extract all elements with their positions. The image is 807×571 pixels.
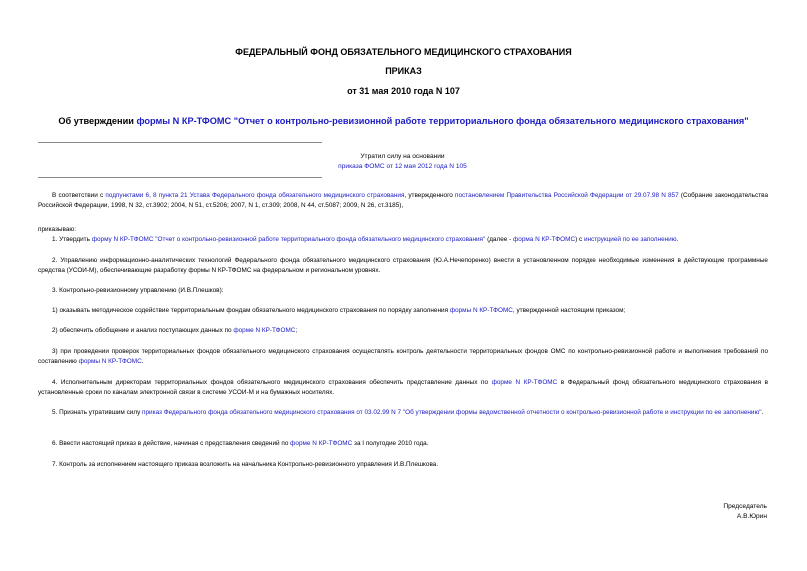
intro-text-2: , утвержденного xyxy=(404,192,456,199)
charter-link[interactable]: подпунктами 6, 8 пункта 21 Устава Федерального фонда обязательного медицинского страхования xyxy=(105,192,405,199)
signature-block xyxy=(723,502,767,522)
item-4-text-2: в Федеральный фонд обязательного медицинского страхования в установленные сроки по каналам электронной связи в системе УСОИ-М и на бумажных носителях. xyxy=(38,379,768,396)
item-6 xyxy=(38,439,768,449)
item-3-2-text-1: 2) обеспечить обобщение и анализ поступающих данных по xyxy=(52,327,234,334)
intro-paragraph xyxy=(38,191,768,210)
item-3-2-text-2: ; xyxy=(295,327,298,334)
item-1-short-form-link[interactable]: форма N КР-ТФОМС xyxy=(513,236,576,243)
repeal-order-link[interactable]: приказа ФОМС от 12 мая 2012 года N 105 xyxy=(338,163,467,170)
organization-header: ФЕДЕРАЛЬНЫЙ ФОНД ОБЯЗАТЕЛЬНОГО МЕДИЦИНСКОГО СТРАХОВАНИЯ xyxy=(235,47,572,57)
item-2: 2. Управлению информационно-аналитических технологий Федерального фонда обязательного медицинского страхования (Ю.А.Нечепоренко) внести в установленном порядке необходимые изменения в действующие программные средства (УСОИ-М), обеспечивающие разработку формы N КР-ТФОМС на федеральном и региональном уровнях. xyxy=(38,257,768,274)
item-5-text-2: . xyxy=(761,409,764,416)
intro-text-1: В соответствии с xyxy=(52,192,106,199)
item-3-2 xyxy=(38,326,768,336)
item-3-1-text-1: 1) оказывать методическое содействие территориальным фондам обязательного медицинского страхования по порядку заполнения xyxy=(52,307,450,314)
item-5 xyxy=(38,408,768,418)
item-1-form-link[interactable]: форму N КР-ТФОМС "Отчет о контрольно-ревизионной работе территориального фонда обязательного медицинского страхования" xyxy=(91,236,486,243)
item-1-text-4: . xyxy=(676,236,679,243)
document-date-number: от 31 мая 2010 года N 107 xyxy=(347,86,460,96)
item-3-3-text-1: 3) при проведении проверок территориальных фондов обязательного медицинского страхования осуществлять контроль деятельности территориальных фондов ОМС по контрольно-ревизионной работе и выполнения требований по составлению xyxy=(38,348,768,365)
item-3-3 xyxy=(38,347,768,366)
item-1 xyxy=(38,235,768,245)
document-title xyxy=(0,116,807,126)
item-1-text-1: 1. Утвердить xyxy=(52,236,92,243)
repeal-note xyxy=(300,152,505,172)
document-type: ПРИКАЗ xyxy=(385,66,422,76)
item-6-form-link[interactable]: форме N КР-ТФОМС xyxy=(290,440,353,447)
item-6-text-2: за I полугодие 2010 года. xyxy=(352,440,429,447)
item-1-instruction-link[interactable]: инструкцией по ее заполнению xyxy=(583,236,677,243)
item-1-text-2: (далее - xyxy=(485,236,514,243)
repeal-note-text: Утратил силу на основании xyxy=(360,153,445,160)
item-4-form-link[interactable]: форме N КР-ТФОМС xyxy=(491,379,558,386)
item-5-text-1: 5. Признать утратившим силу xyxy=(52,409,143,416)
item-4-text-1: 4. Исполнительным директорам территориальных фондов обязательного медицинского страхования обеспечить представление данных по xyxy=(52,379,492,386)
divider-bottom xyxy=(38,177,322,178)
item-4 xyxy=(38,378,768,397)
government-decree-link[interactable]: постановлением Правительства Российской Федерации от 29.07.98 N 857 xyxy=(455,192,679,199)
item-1-text-3: ) с xyxy=(575,236,584,243)
divider-top xyxy=(38,142,322,143)
item-6-text-1: 6. Ввести настоящий приказ в действие, начиная с представления сведений по xyxy=(52,440,291,447)
item-3: 3. Контрольно-ревизионному управлению (И.В.Плешков): xyxy=(52,287,224,294)
title-form-link[interactable]: формы N КР-ТФОМС "Отчет о контрольно-ревизионной работе территориального фонда обязательного медицинского страхования" xyxy=(136,116,749,126)
item-3-3-text-2: . xyxy=(141,357,144,365)
item-3-1-form-link[interactable]: формы N КР-ТФОМС xyxy=(449,307,513,314)
item-3-1-text-2: , утвержденной настоящим приказом; xyxy=(512,307,626,314)
item-3-2-form-link[interactable]: форме N КР-ТФОМС xyxy=(233,327,296,334)
signature-name: А.В.Юрин xyxy=(736,513,767,520)
item-3-1 xyxy=(38,306,768,316)
intro-text-3: (Собрание законодательства Российской Федерации, 1998, N 32, ст.3902; 2004, N 51, ст.5206; 2007, N 1, ст.309; 2008, N 44, ст.5087; 2009, N 26, ст.3185), xyxy=(38,192,768,209)
item-7: 7. Контроль за исполнением настоящего приказа возложить на начальника Контрольно-ревизионного управления И.В.Плешкова. xyxy=(52,461,439,468)
order-word: приказываю: xyxy=(38,226,76,233)
signature-position: Председатель xyxy=(723,503,767,510)
item-5-repealed-order-link[interactable]: приказ Федерального фонда обязательного медицинского страхования от 03.02.99 N 7 "Об утверждении формы ведомственной отчетности о контрольно-ревизионной работе и инструкции по ее заполнению" xyxy=(142,409,762,416)
item-3-3-form-link[interactable]: формы N КР-ТФОМС xyxy=(78,357,142,365)
title-prefix: Об утверждении xyxy=(58,116,137,126)
